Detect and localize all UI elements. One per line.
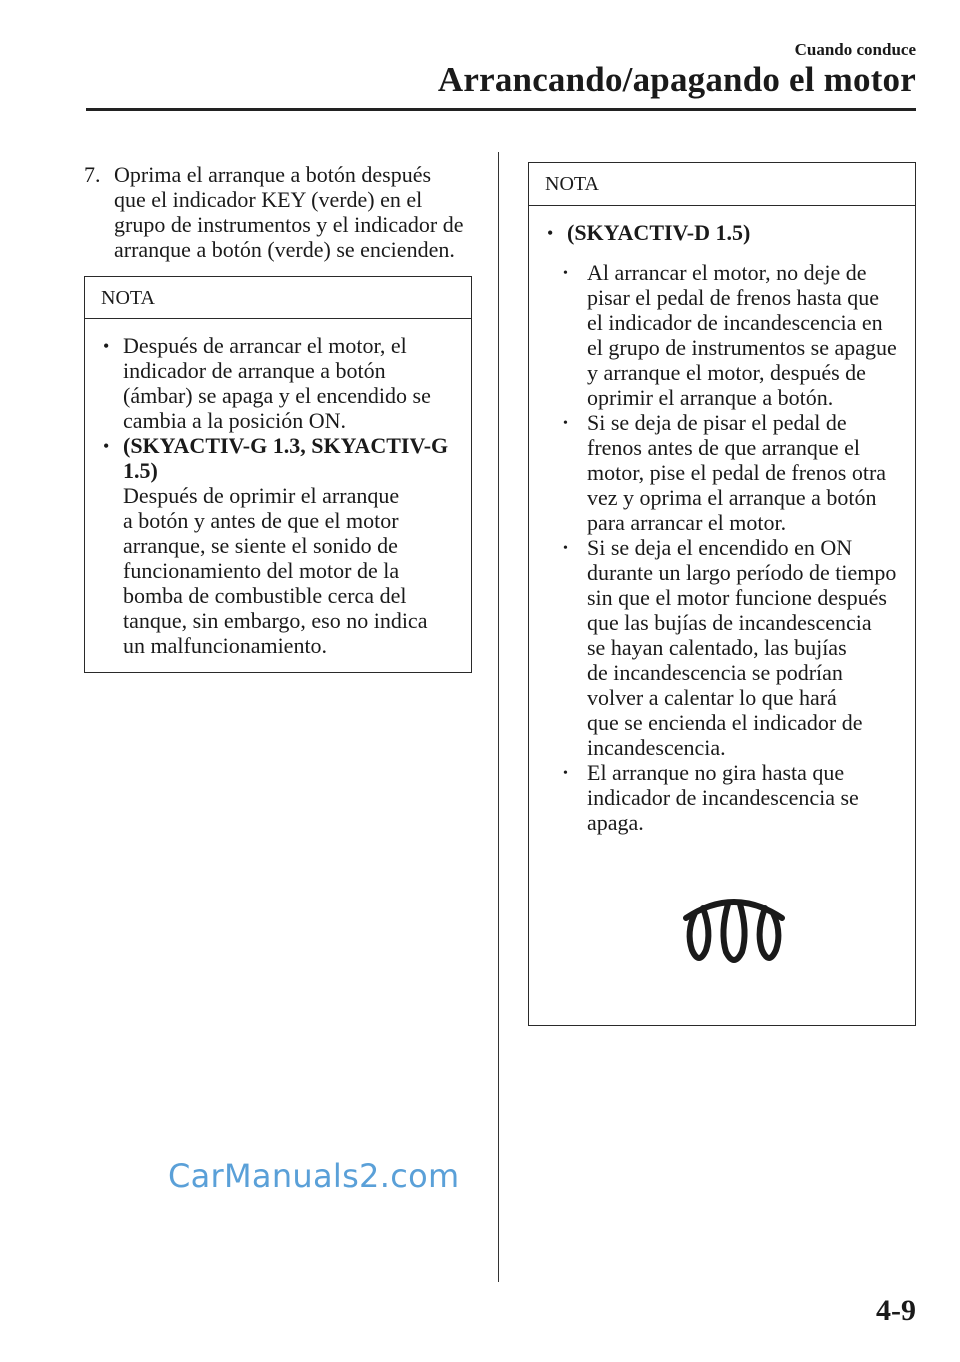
text-line: indicador de arranque a botón (123, 358, 386, 383)
text-line: El arranque no gira hasta que (587, 760, 845, 785)
text-line: volver a calentar lo que hará (587, 685, 837, 710)
text-line: para arrancar el motor. (587, 510, 787, 535)
text-line: bomba de combustible cerca del (123, 583, 407, 608)
bullet-icon: • (103, 336, 110, 356)
text-line: grupo de instrumentos y el indicador de (114, 212, 464, 237)
note-item-start-indicator (123, 333, 431, 433)
header-rule (86, 108, 916, 111)
text-line: vez y oprima el arranque a botón (587, 485, 877, 510)
text-line: apaga. (587, 810, 644, 835)
text-line: durante un largo período de tiempo (587, 560, 897, 585)
text-line: Después de arrancar el motor, el (123, 333, 407, 358)
bullet-icon: • (563, 766, 568, 781)
note-subitem-ignition-on (587, 535, 896, 760)
note-item-title-skyactiv-g (123, 433, 448, 483)
text-line: sin que el motor funcione después (587, 585, 887, 610)
text-line: se hayan calentado, las bujías (587, 635, 847, 660)
bullet-icon: • (563, 541, 568, 556)
text-line: a botón y antes de que el motor (123, 508, 399, 533)
note-subitem-brake-released (587, 410, 886, 535)
text-line: cambia a la posición ON. (123, 408, 346, 433)
bullet-icon: • (103, 436, 110, 456)
text-line: Si se deja el encendido en ON (587, 535, 853, 560)
watermark: CarManuals2.com (168, 1157, 460, 1195)
note-item-fuel-pump-sound (123, 483, 427, 658)
text-line: indicador de incandescencia se (587, 785, 859, 810)
text-line: (SKYACTIV-G 1.3, SKYACTIV-G (123, 433, 449, 458)
glow-plug-indicator-icon (682, 892, 786, 970)
text-line: arranque a botón (verde) se encienden. (114, 237, 455, 262)
text-line: funcionamiento del motor de la (123, 558, 400, 583)
note-subitem-keep-brake (587, 260, 897, 410)
text-line: motor, pise el pedal de frenos otra (587, 460, 887, 485)
text-line: Oprima el arranque a botón después (114, 162, 432, 187)
text-line: el grupo de instrumentos se apague (587, 335, 897, 360)
text-line: que se encienda el indicador de (587, 710, 863, 735)
text-line: el indicador de incandescencia en (587, 310, 883, 335)
text-line: oprimir el arranque a botón. (587, 385, 834, 410)
note-subitem-starter (587, 760, 859, 835)
text-line: 1.5) (123, 458, 158, 483)
chapter-title: Arrancando/apagando el motor (437, 60, 916, 99)
text-line: de incandescencia se podrían (587, 660, 843, 685)
note-heading: NOTA (529, 163, 915, 206)
column-divider (498, 152, 499, 1282)
text-line: Al arrancar el motor, no deje de (587, 260, 867, 285)
text-line: Si se deja de pisar el pedal de (587, 410, 847, 435)
text-line: que el indicador KEY (verde) en el (114, 187, 423, 212)
text-line: y arranque el motor, después de (587, 360, 866, 385)
note-group-title-skyactiv-d: (SKYACTIV-D 1.5) (567, 220, 751, 245)
note-box-left (84, 276, 472, 673)
text-line: un malfuncionamiento. (123, 633, 328, 658)
text-line: Después de oprimir el arranque (123, 483, 400, 508)
text-line: arranque, se siente el sonido de (123, 533, 398, 558)
text-line: incandescencia. (587, 735, 726, 760)
text-line: tanque, sin embargo, eso no indica (123, 608, 428, 633)
section-label: Cuando conduce (794, 40, 916, 59)
text-line: frenos antes de que arranque el (587, 435, 861, 460)
bullet-icon: • (547, 223, 554, 243)
note-heading: NOTA (85, 277, 471, 319)
text-line: pisar el pedal de frenos hasta que (587, 285, 879, 310)
step-7-text (114, 162, 463, 262)
bullet-icon: • (563, 416, 568, 431)
text-line: que las bujías de incandescencia (587, 610, 872, 635)
text-line: (ámbar) se apaga y el encendido se (123, 383, 431, 408)
step-number: 7. (84, 162, 101, 187)
bullet-icon: • (563, 266, 568, 281)
page-number: 4-9 (876, 1294, 916, 1327)
